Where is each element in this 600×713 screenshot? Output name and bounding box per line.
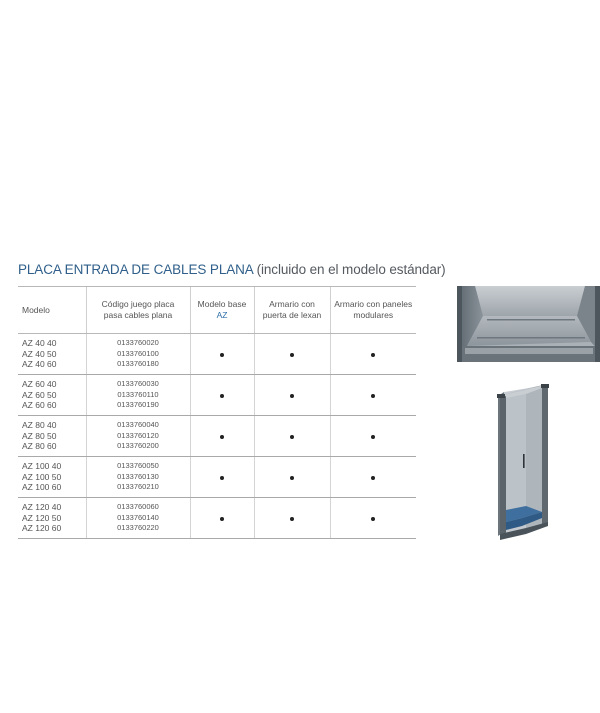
model-name: AZ 100 60: [22, 482, 62, 493]
cell-base: [190, 498, 254, 539]
cell-paneles: [330, 375, 416, 416]
model-name: AZ 60 40: [22, 379, 57, 390]
code-value: 0133760050: [117, 461, 159, 471]
code-value: 0133760140: [117, 512, 159, 522]
cell-models: [18, 457, 86, 498]
code-value: 0133760190: [117, 400, 159, 410]
bullet-lexan: [290, 353, 294, 357]
model-name: AZ 40 40: [22, 338, 57, 349]
code-value: 0133760220: [117, 523, 159, 533]
cell-lexan: [254, 498, 330, 539]
table-row: [18, 498, 416, 539]
header-modelo-base: [190, 287, 254, 334]
cell-paneles: [330, 334, 416, 375]
cell-lexan: [254, 375, 330, 416]
bullet-base: [220, 517, 224, 521]
model-name: AZ 120 60: [22, 523, 62, 534]
title-main: PLACA ENTRADA DE CABLES PLANA: [18, 262, 253, 277]
code-value: 0133760200: [117, 441, 159, 451]
model-name: AZ 80 50: [22, 430, 57, 441]
cabinet-photo: [490, 384, 556, 544]
model-name: AZ 100 40: [22, 461, 62, 472]
cell-models: [18, 416, 86, 457]
header-paneles-line2: modulares: [353, 310, 394, 320]
cell-codes: [86, 334, 190, 375]
cell-base: [190, 375, 254, 416]
code-value: 0133760120: [117, 430, 159, 440]
bullet-paneles: [371, 476, 375, 480]
code-value: 0133760040: [117, 420, 159, 430]
code-value: 0133760060: [117, 502, 159, 512]
model-name: AZ 40 60: [22, 359, 57, 370]
bullet-lexan: [290, 394, 294, 398]
cell-lexan: [254, 416, 330, 457]
code-value: 0133760030: [117, 379, 159, 389]
bullet-paneles: [371, 435, 375, 439]
bullet-base: [220, 435, 224, 439]
bullet-paneles: [371, 394, 375, 398]
cell-base: [190, 334, 254, 375]
bullet-base: [220, 476, 224, 480]
model-name: AZ 80 40: [22, 420, 57, 431]
code-value: 0133760100: [117, 348, 159, 358]
cabinet-interior-illustration: [457, 286, 600, 362]
cell-models: [18, 334, 86, 375]
bullet-lexan: [290, 517, 294, 521]
model-name: AZ 80 60: [22, 441, 57, 452]
code-value: 0133760110: [117, 389, 159, 399]
header-paneles-line1: Armario con paneles: [334, 299, 413, 309]
bullet-lexan: [290, 435, 294, 439]
header-codigo-line1: Código juego placa: [101, 299, 175, 309]
model-name: AZ 60 50: [22, 389, 57, 400]
header-codigo: [86, 287, 190, 334]
table-row: [18, 334, 416, 375]
cell-lexan: [254, 334, 330, 375]
table-row: [18, 457, 416, 498]
cell-models: [18, 375, 86, 416]
bullet-paneles: [371, 353, 375, 357]
header-lexan-line1: Armario con: [269, 299, 315, 309]
header-lexan: [254, 287, 330, 334]
code-value: 0133760210: [117, 482, 159, 492]
table-header-row: [18, 287, 416, 334]
code-value: 0133760130: [117, 471, 159, 481]
cell-paneles: [330, 416, 416, 457]
cell-codes: [86, 375, 190, 416]
code-value: 0133760020: [117, 338, 159, 348]
header-base-line1: Modelo base: [197, 299, 247, 309]
spec-table: [18, 286, 416, 539]
cabinet-interior-photo: [457, 286, 600, 362]
cell-base: [190, 416, 254, 457]
table-row: [18, 416, 416, 457]
cell-codes: [86, 416, 190, 457]
cell-lexan: [254, 457, 330, 498]
cell-codes: [86, 498, 190, 539]
header-lexan-line2: puerta de lexan: [262, 310, 322, 320]
cell-base: [190, 457, 254, 498]
table-row: [18, 375, 416, 416]
header-base-line2: AZ: [216, 310, 228, 320]
cell-paneles: [330, 498, 416, 539]
cabinet-illustration: [490, 384, 556, 544]
cell-paneles: [330, 457, 416, 498]
model-name: AZ 120 40: [22, 502, 62, 513]
bullet-lexan: [290, 476, 294, 480]
header-modelo-label: Modelo: [22, 304, 50, 315]
header-modelo: [18, 287, 86, 334]
model-name: AZ 100 50: [22, 471, 62, 482]
title-suffix: (incluido en el modelo estándar): [252, 262, 446, 277]
header-paneles: [330, 287, 416, 334]
model-name: AZ 40 50: [22, 348, 57, 359]
header-codigo-line2: pasa cables plana: [103, 310, 173, 320]
bullet-paneles: [371, 517, 375, 521]
cell-codes: [86, 457, 190, 498]
cell-models: [18, 498, 86, 539]
page-title: [18, 262, 446, 277]
model-name: AZ 120 50: [22, 512, 62, 523]
model-name: AZ 60 60: [22, 400, 57, 411]
bullet-base: [220, 394, 224, 398]
bullet-base: [220, 353, 224, 357]
code-value: 0133760180: [117, 359, 159, 369]
